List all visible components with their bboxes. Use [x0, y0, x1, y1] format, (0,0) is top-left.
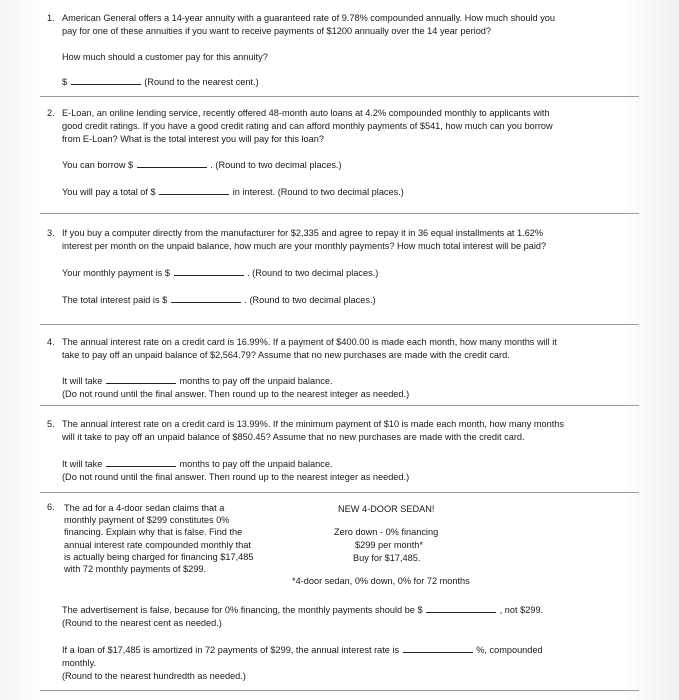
q3-payment-input[interactable] — [174, 265, 244, 276]
q3-text — [62, 227, 662, 253]
q2-text-line-1: E-Loan, an online lending service, recently offered 48-month auto loans at 4.2% compounded monthly to applicants with — [62, 108, 550, 118]
q4-take-row — [62, 373, 333, 388]
q2-borrow-hint: . (Round to two decimal places.) — [210, 160, 342, 170]
q5-hint: (Do not round until the final answer. Then round up to the nearest integer as needed.) — [62, 472, 410, 482]
q4-months-input[interactable] — [106, 373, 176, 384]
q6-ad-line-1: Zero down - 0% financing — [334, 527, 439, 537]
q6-text-line-6: with 72 monthly payments of $299. — [64, 564, 206, 575]
q6-rate-label: If a loan of $17,485 is amortized in 72 payments of $299, the annual interest rate is — [62, 645, 400, 655]
q1-text-line-1: American General offers a 14-year annuity with a guaranteed rate of 9.78% compounded annually. How much should you — [62, 13, 556, 23]
q1-number: 1. — [47, 13, 55, 23]
q6-rate-suffix: %, compounded — [476, 645, 543, 655]
q5-text-line-1: The annual interest rate on a credit card is 13.99%. If the minimum payment of $10 is made each month, how many months — [62, 419, 564, 429]
q2-borrow-row — [62, 157, 342, 172]
q3-interest-input[interactable] — [171, 292, 241, 303]
q5-text — [62, 418, 662, 444]
q1-answer-row — [62, 74, 259, 89]
q3-text-line-1: If you buy a computer directly from the manufacturer for $2,335 and agree to repay it in 36 equal installments at 1.62% — [62, 228, 544, 238]
q5-take-row — [62, 456, 333, 471]
q6-false-row — [62, 602, 543, 617]
q3-payment-row — [62, 265, 378, 280]
q4-text-line-1: The annual interest rate on a credit card is 16.99%. If a payment of $400.00 is made each month, how many months will it — [62, 337, 557, 347]
q1-question: How much should a customer pay for this annuity? — [62, 52, 268, 62]
q2-borrow-label: You can borrow $ — [62, 160, 134, 170]
q6-false-suffix: , not $299. — [499, 605, 544, 615]
divider-4 — [40, 405, 639, 406]
q6-text-line-3: financing. Explain why that is false. Find the — [64, 527, 243, 538]
divider-6 — [40, 690, 639, 691]
q3-interest-row — [62, 292, 376, 307]
divider-3 — [40, 324, 639, 325]
q6-false-label: The advertisement is false, because for 0% financing, the monthly payments should be $ — [62, 605, 423, 615]
q6-text-line-1: The ad for a 4-door sedan claims that a — [64, 503, 225, 513]
q1-text — [62, 12, 662, 38]
q6-ad-footnote: *4-door sedan, 0% down, 0% for 72 months — [292, 576, 470, 586]
q6-rate-row — [62, 642, 543, 657]
q3-text-line-2: interest per month on the unpaid balance, how much are your monthly payments? How much total interest will be paid? — [62, 241, 547, 251]
q4-take-suffix: months to pay off the unpaid balance. — [179, 376, 333, 386]
q6-payment-input[interactable] — [426, 602, 496, 613]
q3-interest-label: The total interest paid is $ — [62, 295, 168, 305]
q2-total-label: You will pay a total of $ — [62, 187, 156, 197]
q6-text-line-4: annual interest rate compounded monthly that — [64, 539, 251, 550]
q3-payment-label: Your monthly payment is $ — [62, 268, 170, 278]
q2-total-row — [62, 184, 404, 199]
q1-text-line-2: pay for one of these annuities if you want to receive payments of $1200 annually over the 14 year period? — [62, 26, 492, 36]
q3-payment-hint: . (Round to two decimal places.) — [247, 268, 379, 278]
q6-false-hint: (Round to the nearest cent as needed.) — [62, 618, 222, 628]
q1-dollar-prefix: $ — [62, 77, 68, 87]
q5-number: 5. — [47, 419, 55, 429]
q3-number: 3. — [47, 228, 55, 238]
q1-hint: (Round to the nearest cent.) — [144, 77, 259, 87]
q4-number: 4. — [47, 337, 55, 347]
q6-number: 6. — [47, 502, 55, 512]
q3-interest-hint: . (Round to two decimal places.) — [244, 295, 376, 305]
q1-answer-input[interactable] — [71, 74, 141, 85]
q2-total-input[interactable] — [159, 184, 229, 195]
divider-5 — [40, 492, 639, 493]
divider-1 — [40, 96, 639, 97]
q2-text — [62, 107, 662, 146]
q5-take-label: It will take — [62, 459, 103, 469]
q6-ad-line-3: Buy for $17,485. — [353, 553, 421, 563]
q4-text — [62, 336, 662, 362]
q2-text-line-2: good credit ratings. If you have a good credit rating and can afford monthly payments of $541, how much can you borrow — [62, 121, 553, 131]
q4-hint: (Do not round until the final answer. Then round up to the nearest integer as needed.) — [62, 389, 410, 399]
q5-text-line-2: will it take to pay off an unpaid balance of $850.45? Assume that no new purchases are made with the credit card. — [62, 432, 525, 442]
q2-borrow-input[interactable] — [137, 157, 207, 168]
q6-ad-title: NEW 4-DOOR SEDAN! — [338, 504, 435, 514]
q6-ad-line-2: $299 per month* — [355, 540, 423, 550]
divider-2 — [40, 213, 639, 214]
q2-total-hint: in interest. (Round to two decimal places.) — [232, 187, 404, 197]
q6-rate-input[interactable] — [403, 642, 473, 653]
q4-text-line-2: take to pay off an unpaid balance of $2,564.79? Assume that no new purchases are made with the credit card. — [62, 350, 510, 360]
q6-rate-hint: (Round to the nearest hundredth as needed.) — [62, 671, 246, 681]
q2-text-line-3: from E-Loan? What is the total interest you will pay for this loan? — [62, 134, 324, 144]
q6-text-line-2: monthly payment of $299 constitutes 0% — [64, 515, 230, 526]
q2-number: 2. — [47, 108, 55, 118]
q6-rate-suffix-2: monthly. — [62, 658, 97, 668]
q6-text — [64, 502, 314, 575]
q5-months-input[interactable] — [106, 456, 176, 467]
q6-text-line-5: is actually being charged for financing $17,485 — [64, 551, 254, 562]
q5-take-suffix: months to pay off the unpaid balance. — [179, 459, 333, 469]
q4-take-label: It will take — [62, 376, 103, 386]
